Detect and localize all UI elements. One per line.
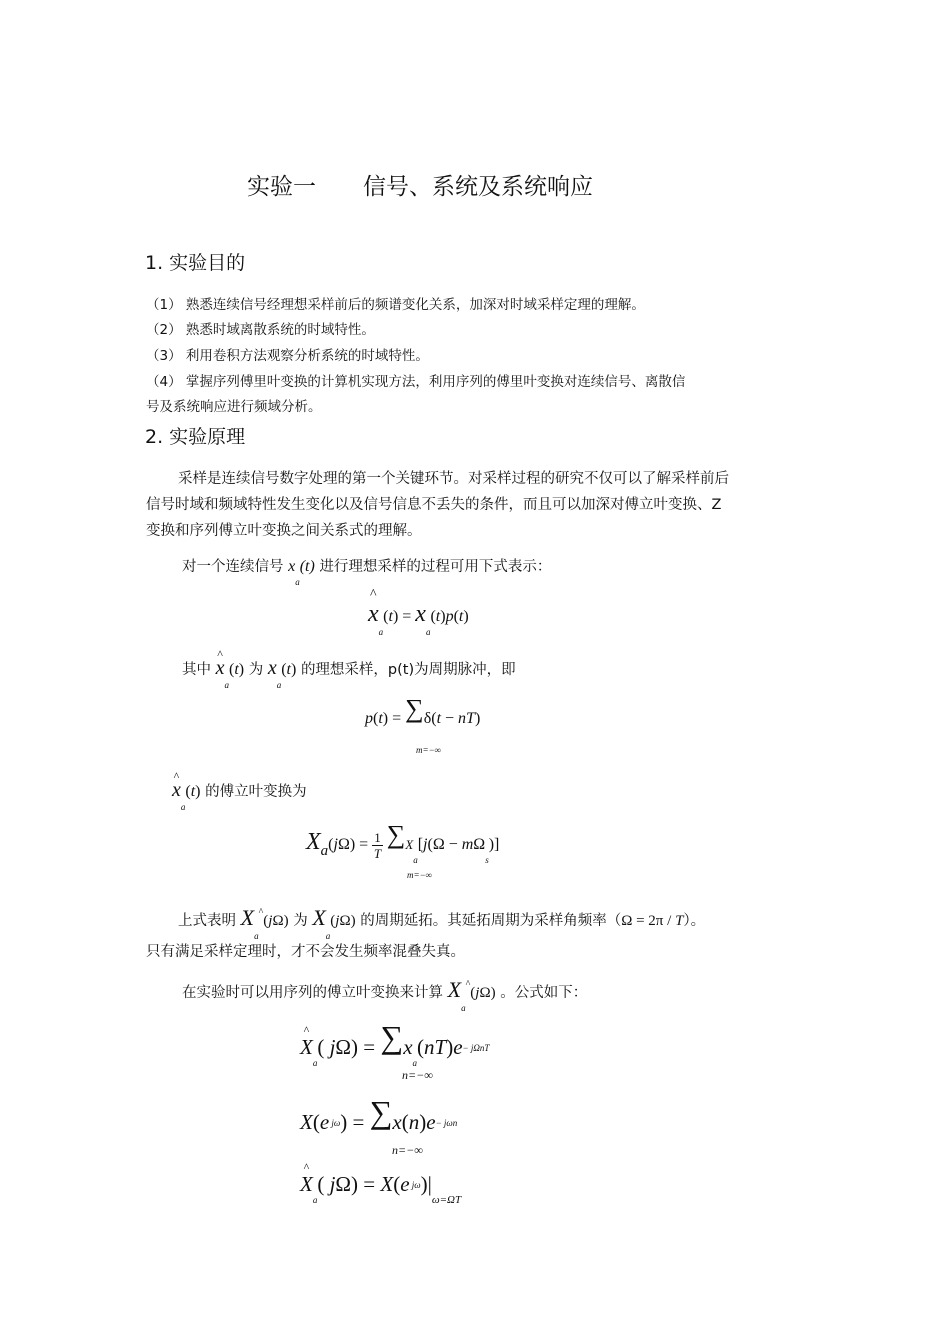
equation-dtft: X(e jω) = ∑x(n)e− jωn bbox=[300, 1094, 458, 1134]
paragraph-sampling: 对一个连续信号 $x_a(t)$ 进行理想采样的过程可用下式表示： bbox=[182, 558, 552, 587]
math-xa: $x_a(t)$ bbox=[288, 558, 315, 587]
list-item: （2） 熟悉时域离散系统的时域特性。 bbox=[146, 322, 375, 338]
title-part2: 信号、系统及系统响应 bbox=[363, 174, 593, 200]
math-xa-hat: x ^ $_a$(t) bbox=[215, 647, 245, 690]
paragraph-ideal-sampling: 其中 x ^ $_a$(t) 为 $x_a(t)$ 的理想采样，p(t)为周期脉冲，即 bbox=[182, 647, 516, 690]
math-Xa-hat: $X_a^{\^{}}(j\Omega)$ bbox=[447, 977, 496, 1013]
paragraph-fourier: x ^ $_a$(t) 的傅立叶变换为 bbox=[172, 769, 307, 812]
page-title bbox=[247, 168, 316, 201]
equation-sum-limit: n=−∞ bbox=[392, 1143, 423, 1157]
list-item: 号及系统响应进行频域分析。 bbox=[146, 399, 322, 415]
paragraph-line: 只有满足采样定理时，才不会发生频率混叠失真。 bbox=[146, 944, 465, 960]
equation-sampling: x ^ $_a(t) = x_a(t)p(t)$ bbox=[368, 587, 469, 637]
equation-sum-limit: m=−∞ bbox=[416, 745, 442, 755]
page-title-main bbox=[363, 168, 593, 201]
equation-dtft-sampled: X ^ $_a$( $j\Omega) = \sum x_a(nT)e- j\Omega nT$ bbox=[300, 1019, 490, 1068]
math-Xa: $X_a(j\Omega)$ bbox=[312, 905, 356, 941]
title-part1: 实验一 bbox=[247, 174, 316, 200]
equation-sum-limit: m=−∞ bbox=[407, 870, 433, 880]
math-xa-hat: x ^ $_a$(t) bbox=[172, 769, 201, 812]
math-omega-period: Ω = 2π / T bbox=[621, 913, 684, 929]
section-heading-principle: 2. 实验原理 bbox=[145, 426, 246, 448]
equation-relation: X ^ $_a$( jΩ) = X(e $j\omega)|_{\omega=\Omega T}$ bbox=[300, 1160, 462, 1206]
list-item: （3） 利用卷积方法观察分析系统的时域特性。 bbox=[146, 348, 429, 364]
paragraph-line: 变换和序列傅立叶变换之间关系式的理解。 bbox=[146, 523, 422, 539]
list-item: （4） 掌握序列傅里叶变换的计算机实现方法，利用序列的傅里叶变换对连续信号、离散信 bbox=[146, 374, 686, 390]
equation-spectrum: Xa(jΩ) = $\frac{1}{T}$ $\sum X_a[j(\Omega - m\Omega_s)]$ bbox=[306, 820, 500, 865]
math-Xa-hat: $X_a^{\^{}}(j\Omega)$ bbox=[240, 905, 289, 941]
paragraph-periodic-extension: 上式表明 $X_a^{\^{}}(j\Omega)$ 为 $X_a(j\Omega)$ 的周期延拓。其延拓周期为采样角频率（Ω = 2π / T）。 bbox=[178, 905, 706, 941]
paragraph-line: 采样是连续信号数字处理的第一个关键环节。对采样过程的研究不仅可以了解采样前后 bbox=[178, 471, 729, 487]
equation-pulse-train: p(t) = ∑δ(t − nT) bbox=[365, 694, 481, 727]
list-item: （1） 熟悉连续信号经理想采样前后的频谱变化关系，加深对时域采样定理的理解。 bbox=[146, 297, 645, 313]
paragraph-line: 信号时域和频域特性发生变化以及信号信息不丢失的条件，而且可以加深对傅立叶变换、Z bbox=[146, 497, 722, 513]
math-xa: $x_a(t)$ bbox=[267, 657, 297, 690]
section-heading-objectives: 1. 实验目的 bbox=[145, 252, 246, 274]
equation-sum-limit: n=−∞ bbox=[402, 1068, 433, 1082]
paragraph-dtft: 在实验时可以用序列的傅立叶变换来计算 $X_a^{\^{}}(j\Omega)$ 。公式如下： bbox=[182, 977, 588, 1013]
